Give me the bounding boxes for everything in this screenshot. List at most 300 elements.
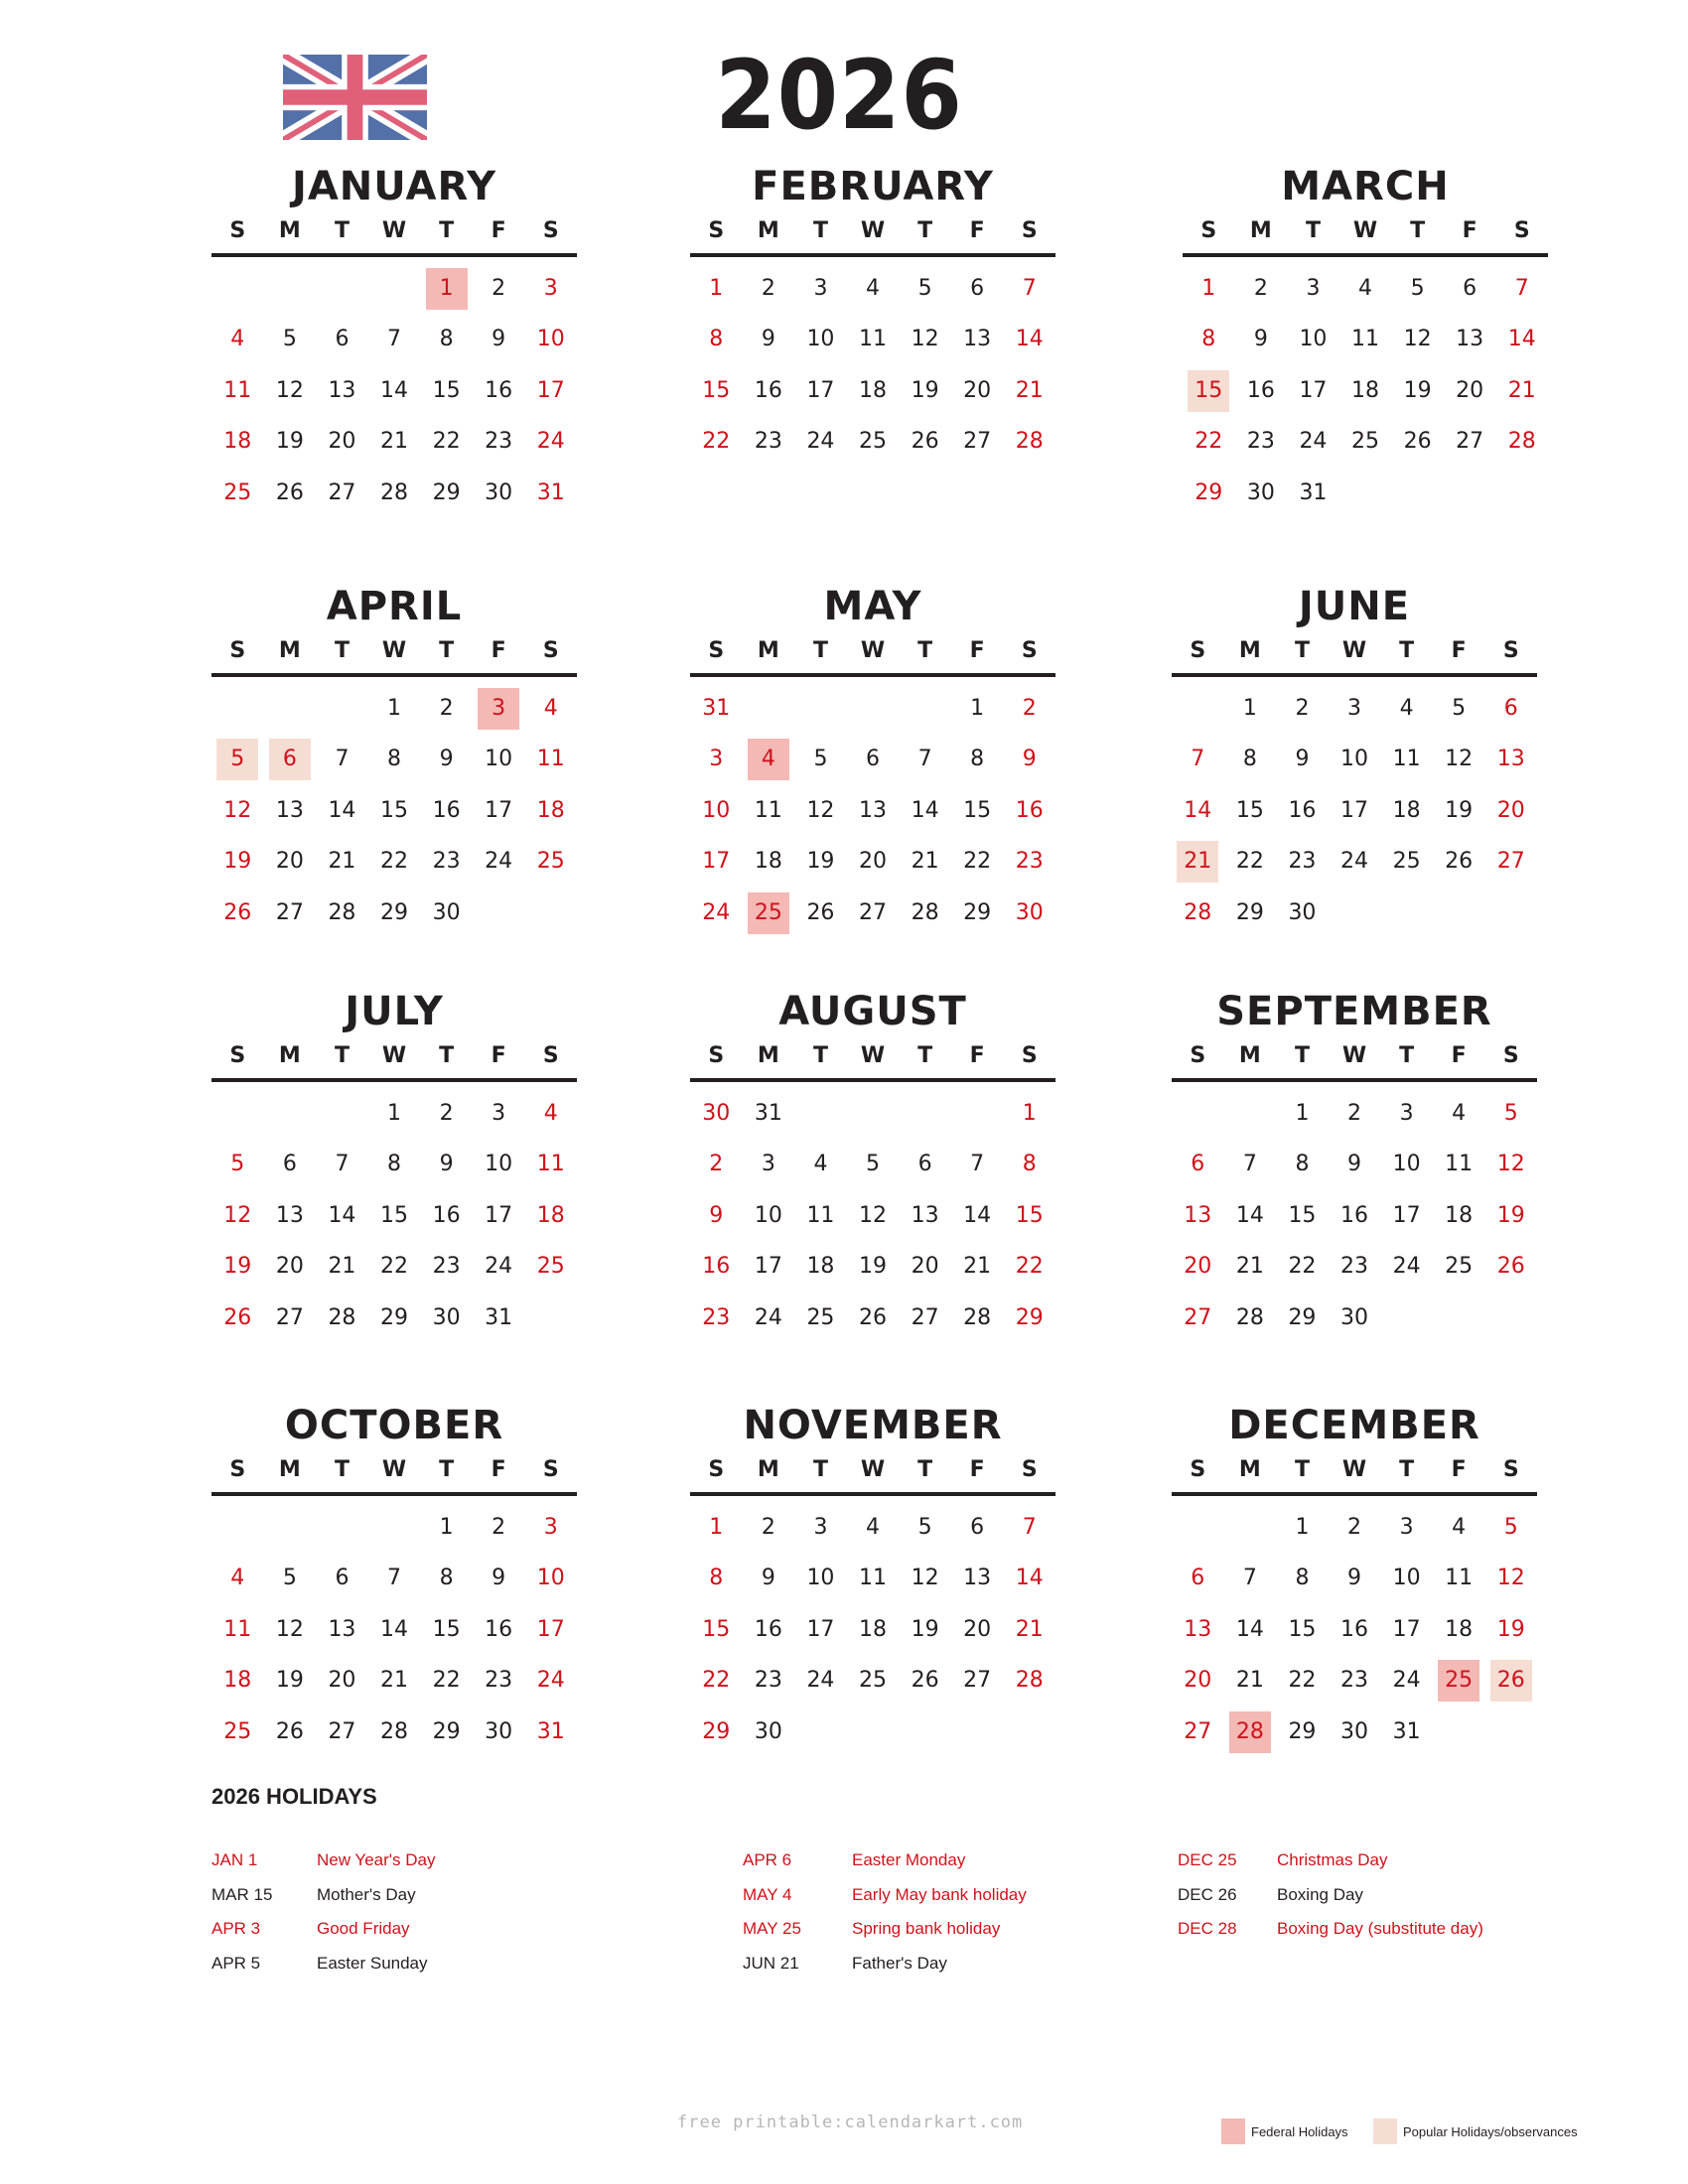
weekday-label: S (1021, 1043, 1038, 1068)
day-cell (899, 319, 951, 360)
day-cell (1329, 1297, 1381, 1339)
day-cell (847, 892, 900, 934)
header-divider (690, 1492, 1055, 1496)
legend-federal-label: Federal Holidays (1251, 2123, 1348, 2139)
week-row (690, 1242, 1055, 1294)
day-number: 23 (1288, 849, 1317, 875)
day-number: 10 (806, 1566, 835, 1591)
day-cell (1380, 1609, 1433, 1651)
day-cell (473, 688, 525, 730)
day-cell (316, 473, 368, 514)
holiday-name: Father's Day (852, 1953, 947, 1973)
day-number: 19 (275, 1668, 304, 1694)
day-number: 27 (963, 1668, 992, 1694)
day-cell (316, 790, 368, 832)
day-number: 16 (485, 1616, 513, 1642)
day-number: 31 (485, 1304, 513, 1330)
holidays-section-title: 2026 HOLIDAYS (211, 1784, 377, 1809)
weekday-header (690, 638, 1055, 664)
day-number: 16 (1246, 377, 1275, 403)
weekday-label: F (969, 1457, 985, 1482)
day-cell (473, 1246, 525, 1288)
day-cell (1224, 1660, 1277, 1702)
day-cell (1224, 1246, 1277, 1288)
day-number: 30 (1246, 479, 1275, 505)
day-number: 3 (709, 747, 724, 772)
weekday-label: T (439, 1457, 455, 1482)
day-number: 25 (748, 892, 789, 934)
week-row (690, 1502, 1055, 1554)
day-cell (1172, 892, 1224, 934)
day-number: 26 (806, 899, 835, 925)
day-cell (1433, 1144, 1485, 1185)
day-number: 17 (702, 849, 731, 875)
day-number: 23 (485, 429, 513, 455)
day-number: 3 (813, 275, 828, 301)
day-cell (420, 473, 473, 514)
weekday-label: W (381, 638, 407, 663)
week-row (690, 1604, 1055, 1656)
day-cell (368, 790, 421, 832)
day-number: 13 (1456, 327, 1484, 352)
day-number: 14 (328, 797, 356, 823)
day-number: 19 (223, 1254, 252, 1280)
day-number: 16 (702, 1254, 731, 1280)
day-cell (473, 473, 525, 514)
day-number: 1 (709, 1514, 724, 1540)
day-cell (690, 1297, 743, 1339)
day-cell (847, 1507, 900, 1549)
day-cell (316, 739, 368, 780)
day-number: 11 (1392, 747, 1421, 772)
weekday-label: F (1451, 638, 1467, 663)
day-number: 30 (432, 1304, 461, 1330)
day-cell (1224, 841, 1277, 883)
holiday-date: MAY 25 (743, 1919, 801, 1939)
day-cell (264, 473, 317, 514)
day-number: 11 (754, 797, 782, 823)
day-number: 29 (432, 1718, 461, 1744)
day-number: 21 (1015, 1616, 1044, 1642)
day-number: 23 (432, 849, 461, 875)
day-number: 5 (1452, 695, 1467, 721)
day-number: 27 (963, 429, 992, 455)
week-row (1172, 1604, 1537, 1656)
day-cell (1276, 1609, 1329, 1651)
day-number: 18 (859, 1616, 888, 1642)
weekday-header (690, 1457, 1055, 1483)
day-cell (899, 841, 951, 883)
day-number: 6 (970, 275, 985, 301)
day-number: 27 (1184, 1718, 1212, 1744)
day-cell (420, 1711, 473, 1753)
day-number: 6 (335, 1566, 350, 1591)
day-cell (847, 1660, 900, 1702)
day-grid (211, 683, 577, 939)
day-number: 5 (282, 327, 297, 352)
day-number: 12 (275, 1616, 304, 1642)
day-cell (690, 1093, 743, 1135)
day-number: 16 (485, 377, 513, 403)
day-number: 22 (380, 849, 409, 875)
legend-federal (1221, 2118, 1348, 2144)
day-cell (368, 1144, 421, 1185)
day-cell (524, 1144, 577, 1185)
day-number: 1 (439, 1514, 454, 1540)
day-number: 9 (1347, 1152, 1362, 1177)
weekday-label: T (439, 638, 455, 663)
day-cell (524, 1507, 577, 1549)
day-cell (1183, 473, 1235, 514)
weekday-header (211, 1043, 577, 1069)
day-number: 11 (859, 1566, 888, 1591)
day-number: 9 (492, 327, 506, 352)
day-number: 27 (1184, 1304, 1212, 1330)
day-cell (1380, 688, 1433, 730)
day-number: 24 (806, 429, 835, 455)
weekday-label: T (439, 1043, 455, 1068)
holiday-date: DEC 28 (1178, 1919, 1237, 1939)
day-number: 28 (328, 1304, 356, 1330)
day-cell (847, 790, 900, 832)
day-number: 10 (1392, 1566, 1421, 1591)
day-number: 27 (859, 899, 888, 925)
day-cell (1433, 1195, 1485, 1237)
day-cell (1380, 1507, 1433, 1549)
month-title: SEPTEMBER (1216, 989, 1492, 1034)
day-cell (951, 268, 1004, 310)
day-cell (794, 1609, 847, 1651)
day-number: 24 (754, 1304, 782, 1330)
day-cell (1329, 1711, 1381, 1753)
weekday-label: T (334, 218, 350, 243)
day-cell (1224, 1609, 1277, 1651)
day-cell (899, 892, 951, 934)
day-number: 9 (439, 747, 454, 772)
day-number: 1 (970, 695, 985, 721)
weekday-label: T (917, 638, 933, 663)
day-number: 24 (536, 429, 565, 455)
day-number: 7 (1022, 1514, 1037, 1540)
day-number: 25 (859, 1668, 888, 1694)
weekday-label: S (1200, 218, 1217, 243)
day-cell (743, 739, 795, 780)
weekday-label: S (542, 1457, 559, 1482)
day-cell (1003, 1093, 1055, 1135)
day-number: 18 (859, 377, 888, 403)
day-cell (368, 892, 421, 934)
day-cell (1444, 319, 1496, 360)
day-cell (1172, 1195, 1224, 1237)
day-number: 8 (1022, 1152, 1037, 1177)
day-number: 11 (806, 1202, 835, 1228)
day-cell (211, 1609, 264, 1651)
weekday-label: M (757, 1457, 779, 1482)
holiday-name: Easter Sunday (317, 1953, 428, 1973)
day-number: 15 (1235, 797, 1264, 823)
day-number: 28 (1229, 1711, 1271, 1753)
day-number: 11 (859, 327, 888, 352)
day-number: 9 (1253, 327, 1268, 352)
day-cell (847, 1609, 900, 1651)
day-number: 28 (380, 479, 409, 505)
month-title: JUNE (1298, 584, 1411, 629)
holiday-date: APR 6 (743, 1850, 792, 1870)
day-number: 31 (1299, 479, 1328, 505)
day-number: 12 (911, 327, 939, 352)
day-number: 10 (754, 1202, 782, 1228)
day-number: 1 (1295, 1100, 1310, 1126)
day-number: 25 (859, 429, 888, 455)
day-number: 6 (866, 747, 881, 772)
day-cell (1329, 739, 1381, 780)
day-number: 17 (485, 1202, 513, 1228)
day-cell (1433, 790, 1485, 832)
day-cell (316, 1558, 368, 1599)
day-cell (1433, 688, 1485, 730)
day-number: 3 (1399, 1514, 1414, 1540)
day-cell (951, 1144, 1004, 1185)
day-cell (1495, 319, 1548, 360)
day-number: 14 (380, 1616, 409, 1642)
day-number: 8 (1201, 327, 1216, 352)
weekday-header (1183, 218, 1548, 244)
month-title: NOVEMBER (743, 1403, 1003, 1448)
day-cell (690, 268, 743, 310)
day-number: 8 (709, 327, 724, 352)
day-cell (420, 739, 473, 780)
day-cell (847, 421, 900, 463)
day-number: 23 (1246, 429, 1275, 455)
day-cell (690, 1711, 743, 1753)
day-number: 5 (1503, 1514, 1518, 1540)
day-number: 15 (702, 377, 731, 403)
weekday-label: S (1502, 1043, 1519, 1068)
weekday-label: T (917, 1457, 933, 1482)
day-cell (794, 1246, 847, 1288)
day-cell (1380, 1195, 1433, 1237)
weekday-label: T (812, 1043, 828, 1068)
weekday-label: F (969, 1043, 985, 1068)
day-cell (420, 1609, 473, 1651)
day-number: 22 (963, 849, 992, 875)
day-number: 2 (1347, 1514, 1362, 1540)
header-divider (690, 673, 1055, 677)
day-number: 23 (702, 1304, 731, 1330)
week-row (211, 263, 577, 315)
day-number: 23 (754, 1668, 782, 1694)
day-cell (1224, 892, 1277, 934)
day-cell (1433, 841, 1485, 883)
day-number: 1 (1201, 275, 1216, 301)
day-cell (690, 1144, 743, 1185)
day-cell (1183, 319, 1235, 360)
day-cell (743, 1093, 795, 1135)
day-number: 21 (963, 1254, 992, 1280)
day-cell (211, 841, 264, 883)
day-cell (1484, 1660, 1537, 1702)
week-row (1183, 417, 1548, 469)
day-number: 13 (1496, 747, 1525, 772)
weekday-label: S (1502, 1457, 1519, 1482)
week-row (1172, 1502, 1537, 1554)
weekday-label: W (860, 1457, 886, 1482)
day-number: 27 (328, 1718, 356, 1744)
day-number: 12 (1403, 327, 1432, 352)
day-number: 9 (761, 327, 775, 352)
day-number: 12 (1496, 1152, 1525, 1177)
day-number: 5 (1503, 1100, 1518, 1126)
day-number: 9 (1295, 747, 1310, 772)
day-number: 4 (1358, 275, 1373, 301)
day-cell (899, 1246, 951, 1288)
day-number: 20 (275, 849, 304, 875)
day-cell (524, 1246, 577, 1288)
day-cell (524, 268, 577, 310)
day-cell (1287, 473, 1339, 514)
holiday-column (1178, 1843, 1483, 1947)
day-number: 4 (748, 739, 789, 780)
day-number: 21 (1177, 841, 1218, 883)
holiday-date: MAR 15 (211, 1884, 273, 1904)
day-number: 17 (536, 377, 565, 403)
day-cell (524, 370, 577, 412)
day-cell (690, 892, 743, 934)
day-cell (316, 421, 368, 463)
day-cell (743, 421, 795, 463)
day-number: 23 (1015, 849, 1044, 875)
day-number: 15 (380, 797, 409, 823)
day-cell (951, 1297, 1004, 1339)
week-row (690, 263, 1055, 315)
day-number: 11 (536, 1152, 565, 1177)
day-cell (743, 370, 795, 412)
day-cell (1329, 1609, 1381, 1651)
day-cell (951, 841, 1004, 883)
day-cell (1172, 739, 1224, 780)
day-number: 13 (859, 797, 888, 823)
holiday-item (1178, 1912, 1483, 1947)
week-row (1172, 1088, 1537, 1140)
day-cell (1276, 739, 1329, 780)
day-number: 20 (328, 429, 356, 455)
day-cell (899, 370, 951, 412)
day-number: 17 (536, 1616, 565, 1642)
day-number: 17 (1340, 797, 1369, 823)
weekday-header (1172, 638, 1537, 664)
day-number: 22 (432, 429, 461, 455)
weekday-label: S (1021, 1457, 1038, 1482)
weekday-label: T (1294, 638, 1310, 663)
day-number: 23 (432, 1254, 461, 1280)
week-row (211, 1604, 577, 1656)
day-number: 29 (432, 479, 461, 505)
day-number: 17 (806, 1616, 835, 1642)
month-title: MARCH (1281, 164, 1450, 209)
day-number: 12 (1445, 747, 1474, 772)
day-number: 30 (1288, 899, 1317, 925)
day-number: 16 (1340, 1616, 1369, 1642)
day-cell (690, 1246, 743, 1288)
day-cell (211, 892, 264, 934)
day-number: 7 (1242, 1152, 1257, 1177)
week-row (1172, 735, 1537, 786)
day-cell (743, 1558, 795, 1599)
day-cell (473, 1144, 525, 1185)
day-cell (899, 739, 951, 780)
day-cell (473, 1297, 525, 1339)
weekday-label: F (491, 638, 506, 663)
day-number: 16 (1340, 1202, 1369, 1228)
day-number: 11 (223, 377, 252, 403)
day-number: 5 (917, 275, 932, 301)
day-cell (1444, 421, 1496, 463)
week-row (690, 1190, 1055, 1242)
day-number: 20 (1184, 1668, 1212, 1694)
day-number: 7 (970, 1152, 985, 1177)
holiday-item (743, 1843, 1027, 1878)
day-cell (951, 319, 1004, 360)
day-cell (264, 841, 317, 883)
weekday-header (690, 1043, 1055, 1069)
legend-popular (1373, 2118, 1578, 2144)
day-number: 20 (963, 377, 992, 403)
day-cell (1329, 1660, 1381, 1702)
weekday-label: S (1190, 1457, 1206, 1482)
day-cell (1003, 1507, 1055, 1549)
week-row (1183, 468, 1548, 519)
day-cell (1235, 421, 1288, 463)
day-number: 22 (432, 1668, 461, 1694)
day-number: 8 (387, 1152, 402, 1177)
day-cell (211, 1660, 264, 1702)
header-divider (690, 253, 1055, 257)
day-number: 24 (1340, 849, 1369, 875)
weekday-label: S (708, 1043, 725, 1068)
day-grid (211, 1088, 577, 1344)
header-divider (1172, 1492, 1537, 1496)
day-number: 16 (1288, 797, 1317, 823)
day-number: 27 (275, 899, 304, 925)
day-number: 3 (813, 1514, 828, 1540)
day-number: 17 (485, 797, 513, 823)
day-number: 21 (380, 1668, 409, 1694)
day-number: 26 (1496, 1254, 1525, 1280)
day-cell (743, 1609, 795, 1651)
week-row (1172, 683, 1537, 735)
day-number: 15 (1188, 370, 1229, 412)
holiday-item (211, 1912, 435, 1947)
day-cell (1276, 688, 1329, 730)
holiday-date: JUN 21 (743, 1953, 799, 1973)
day-number: 28 (1235, 1304, 1264, 1330)
day-number: 17 (754, 1254, 782, 1280)
day-cell (1380, 1144, 1433, 1185)
holiday-date: DEC 25 (1178, 1850, 1237, 1870)
day-cell (420, 1297, 473, 1339)
day-number: 17 (1299, 377, 1328, 403)
weekday-label: S (708, 1457, 725, 1482)
day-number: 11 (1351, 327, 1380, 352)
day-cell (420, 841, 473, 883)
day-cell (899, 1144, 951, 1185)
day-cell (1276, 1144, 1329, 1185)
day-cell (899, 1558, 951, 1599)
day-cell (690, 1660, 743, 1702)
day-number: 21 (911, 849, 939, 875)
weekday-label: F (1462, 218, 1477, 243)
day-cell (1224, 1711, 1277, 1753)
